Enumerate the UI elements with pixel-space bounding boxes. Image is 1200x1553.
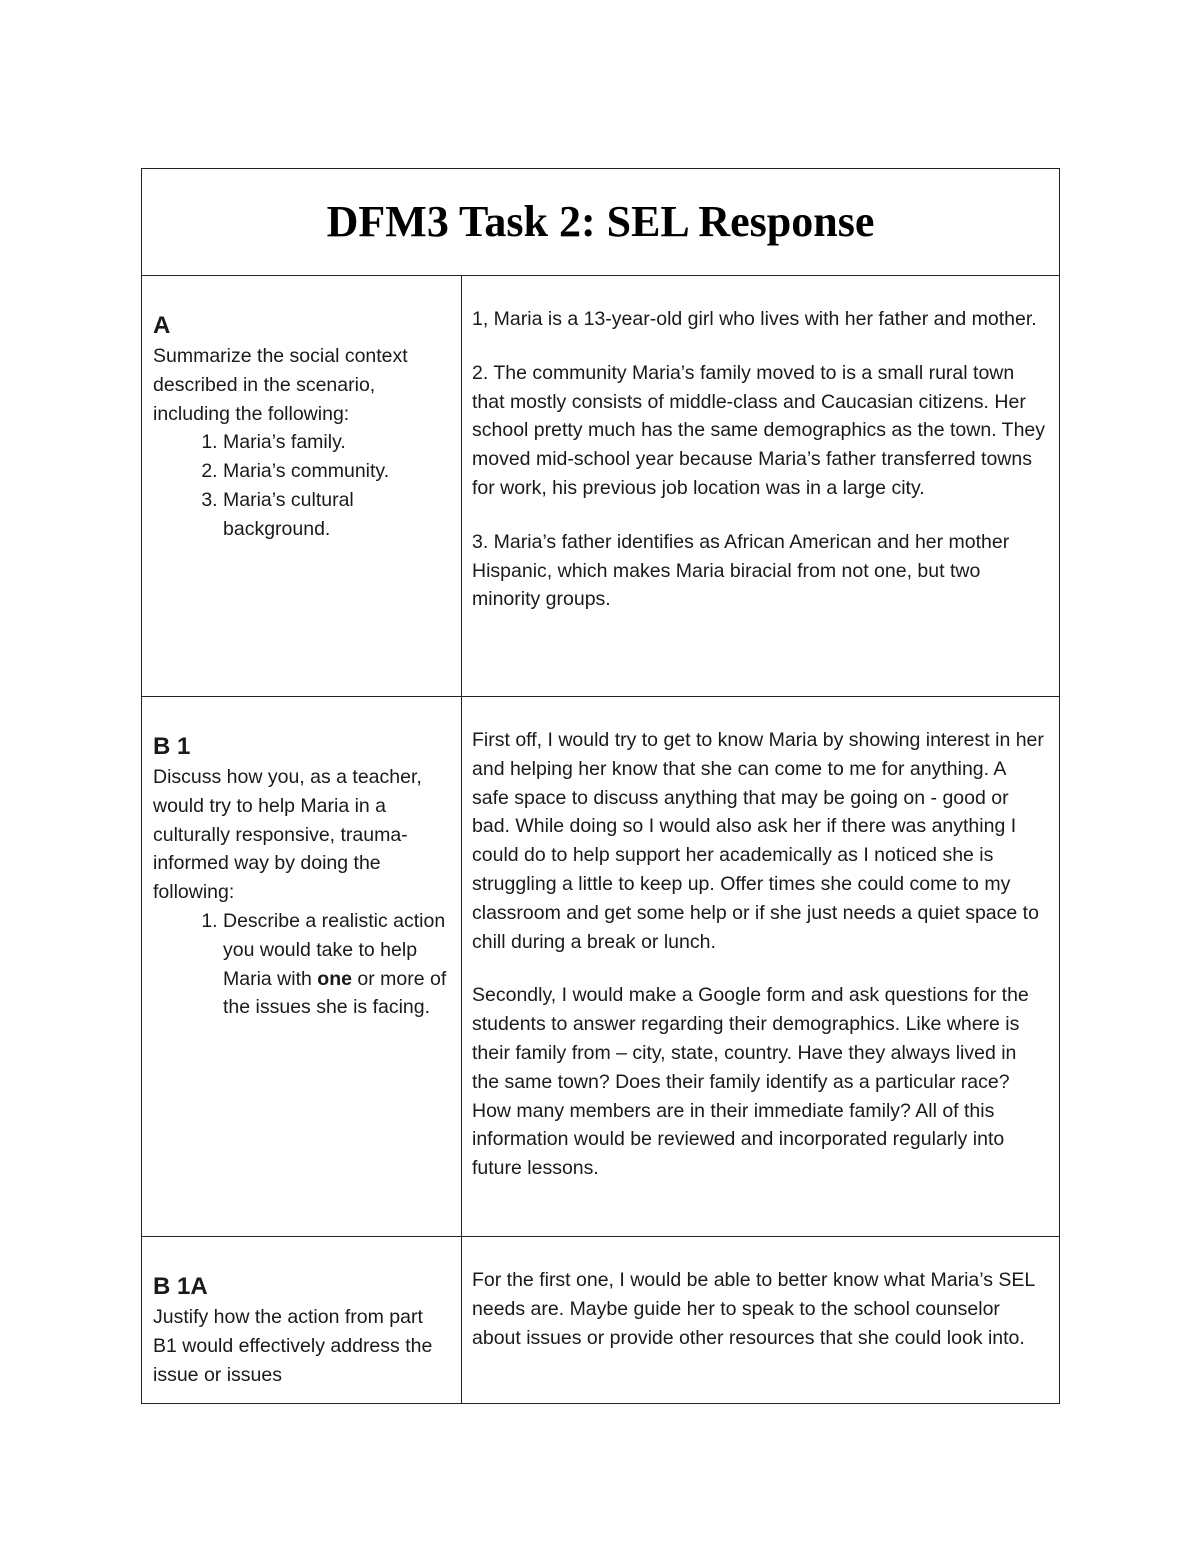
answer-paragraph: First off, I would try to get to know Maria by showing interest in her and helping her know that she can come to me for anything. A safe space to discuss anything that may be going on - good or bad. While doing so I would also ask her if there was anything I could do to help support her academically as I noticed she is struggling a little to keep up. Offer times she could come to my classroom and get some help or if she just needs a quiet space to chill during a break or lunch. [472, 729, 1044, 953]
document-title: DFM3 Task 2: SEL Response [326, 197, 875, 246]
list-item: 3. Maria’s cultural background. [223, 486, 451, 544]
answer-paragraph: For the first one, I would be able to better know what Maria’s SEL needs are. Maybe guide her to speak to the school counselor about issues or provide other resources that she could look into. [472, 1269, 1035, 1349]
answer-paragraph: 2. The community Maria’s family moved to is a small rural town that mostly consists of middle-class and Caucasian citizens. Her school pretty much has the same demographics as the town. They moved mid-school year because Maria’s father transferred towns for work, his previous job location was in a large city. [472, 361, 1046, 499]
emphasis-text: one [317, 967, 352, 990]
title-cell [142, 169, 1060, 276]
section-a-prompt-cell [142, 276, 462, 697]
section-b1a-label: B 1A [153, 1273, 208, 1300]
section-a-answer-cell [462, 276, 1060, 697]
section-a-list [153, 428, 451, 543]
section-a-prompt: Summarize the social context described in the scenario, including the following: [153, 345, 408, 425]
section-a-label: A [153, 312, 171, 339]
answer-paragraph: Secondly, I would make a Google form and ask questions for the students to answer regarding their demographics. Like where is their family from – city, state, country. Have they always lived in the same town? Does their family identify as a particular race? How many members are in their immediate family? All of this information would be reviewed and incorporated regularly into future lessons. [472, 984, 1029, 1180]
section-b1-prompt: Discuss how you, as a teacher, would try to help Maria in a culturally responsive, trauma-informed way by doing the following: [153, 766, 422, 904]
list-item: 1. Maria’s family. [223, 428, 451, 457]
list-item [223, 907, 451, 1022]
section-b1-list [153, 907, 451, 1022]
list-item-text: Describe a realistic action you would take to help Maria with [223, 909, 446, 990]
sel-response-table [141, 168, 1060, 1404]
section-b1a-prompt-cell [142, 1237, 462, 1404]
answer-paragraph: 3. Maria’s father identifies as African American and her mother Hispanic, which makes Maria biracial from not one, but two minority groups. [472, 530, 1010, 611]
list-item-text: or more of the issues she is facing. [223, 967, 447, 1019]
section-b1-label: B 1 [153, 733, 191, 760]
answer-paragraph: 1, Maria is a 13-year-old girl who lives with her father and mother. [472, 308, 1037, 330]
section-b1a-prompt: Justify how the action from part B1 would effectively address the issue or issues [153, 1306, 433, 1386]
section-b1a-row [142, 1237, 1060, 1404]
section-a-row [142, 276, 1060, 697]
title-row [142, 169, 1060, 276]
list-item: 2. Maria’s community. [223, 457, 451, 486]
section-b1-row [142, 697, 1060, 1237]
section-b1a-answer-cell [462, 1237, 1060, 1404]
section-b1-prompt-cell [142, 697, 462, 1237]
section-b1-answer-cell [462, 697, 1060, 1237]
